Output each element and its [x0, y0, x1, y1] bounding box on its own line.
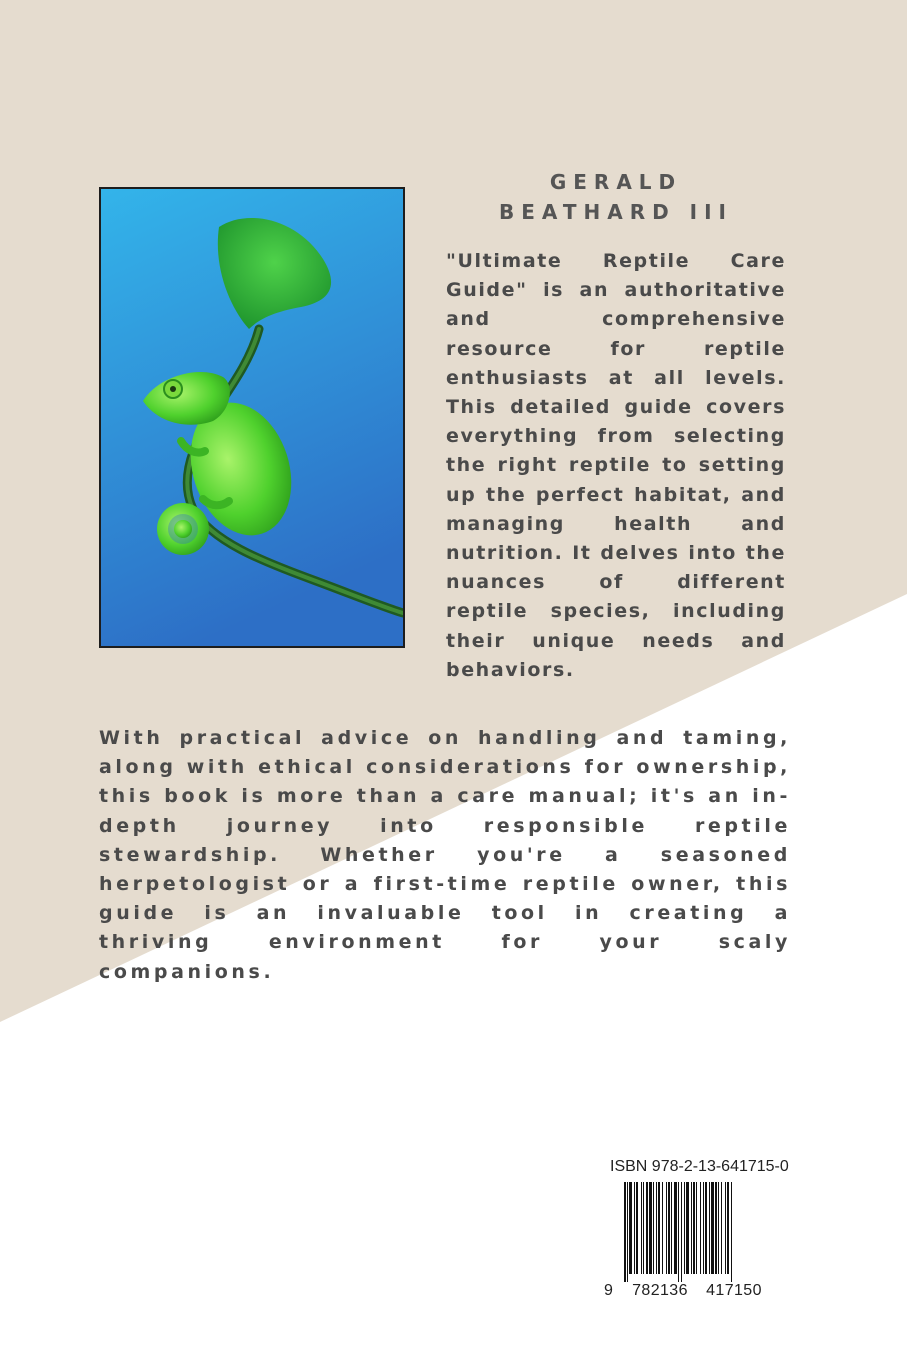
isbn-label: ISBN 978-2-13-641715-0 [610, 1158, 789, 1175]
cover-photo [99, 187, 405, 648]
author-name-line-1: GERALD [549, 170, 683, 194]
barcode-digit-first: 9 [604, 1282, 613, 1299]
author-name-line-2: BEATHARD III [499, 200, 733, 224]
barcode-digits-left: 782136 [632, 1282, 688, 1299]
blurb-paragraph-1: "Ultimate Reptile Care Guide" is an authoritative and comprehensive resource for reptile enthusiasts at all levels. This detailed guide covers everything from selecting the right reptile to setting up the perfect habitat, and managing health and nutrition. It delves into the nuances of different reptile species, including their unique needs and behaviors. [446, 250, 786, 681]
barcode-digits-right: 417150 [706, 1282, 762, 1299]
blurb-paragraph-2: With practical advice on handling and taming, along with ethical considerations for ownership, this book is more than a care manual; it's an in-depth journey into responsible reptile stewardship. Whether you're a seasoned herpetologist or a first-time reptile owner, this guide is an invaluable tool in creating a thriving environment for your scaly companions. [99, 727, 791, 983]
barcode-bars-icon [624, 1182, 774, 1282]
isbn-barcode [600, 1156, 790, 1306]
chameleon-icon [101, 189, 403, 646]
